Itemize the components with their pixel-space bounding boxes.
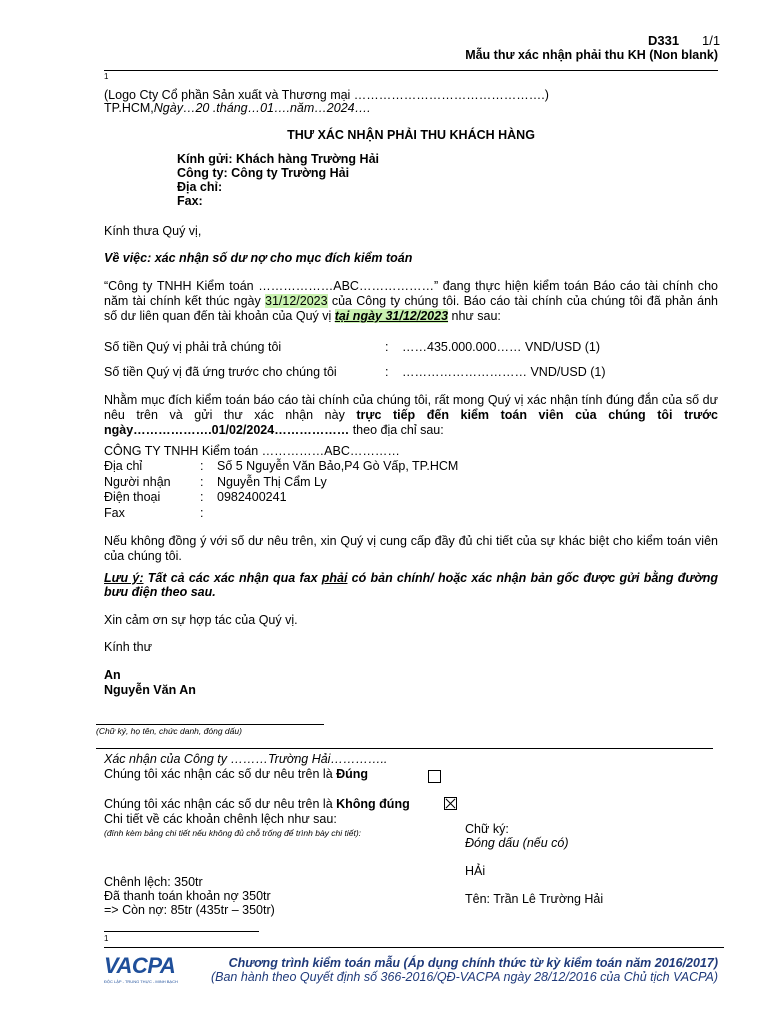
confirm-wrong-checkbox[interactable] — [444, 797, 457, 810]
company-line: (Logo Cty Cổ phần Sản xuất và Thương mại ……………………………………….) — [104, 88, 549, 102]
page-number: 1/1 — [702, 33, 721, 48]
vacpa-logo-tagline: ĐỘC LẬP - TRUNG THỰC - MINH BẠCH — [104, 979, 178, 984]
auditor-colon: : — [200, 475, 204, 489]
form-code: D331 — [648, 33, 680, 48]
auditor-value: Nguyễn Thị Cẩm Ly — [217, 475, 327, 489]
auditor-row-phone — [104, 490, 604, 505]
confirm-detail-line: Chi tiết về các khoản chênh lệch như sau: — [104, 812, 337, 826]
vacpa-logo-text: VACPA — [104, 953, 176, 978]
confirm-detail-note: (đính kèm bảng chi tiết nếu không đủ chỗ trống để trình bày chi tiết): — [104, 828, 362, 838]
footer-rule — [104, 947, 724, 948]
confirm-paid: Đã thanh toán khoản nợ 350tr — [104, 889, 271, 903]
confirm-stamp-label: Đóng dấu (nếu có) — [465, 836, 569, 850]
auditor-label: Điện thoại — [104, 490, 161, 504]
auditor-colon: : — [200, 459, 204, 473]
fax-note — [104, 571, 718, 599]
auditor-value: Số 5 Nguyễn Văn Bảo,P4 Gò Vấp, TP.HCM — [217, 459, 459, 473]
auditor-value: 0982400241 — [217, 490, 287, 504]
footnote-rule — [104, 931, 259, 932]
balance-date: tại ngày 31/12/2023 — [334, 309, 449, 323]
confirm-correct-text: Chúng tôi xác nhận các số dư nêu trên là — [104, 767, 337, 781]
auditor-row-address — [104, 459, 604, 474]
form-title: Mẫu thư xác nhận phải thu KH (Non blank) — [465, 48, 718, 62]
balance-colon: : — [385, 340, 389, 354]
balance-value: ………………………… VND/USD (1) — [402, 365, 606, 379]
balance-row-advance — [104, 365, 718, 381]
recipient-fax: Fax: — [177, 194, 203, 208]
footer-decision: (Ban hành theo Quyết định số 366-2016/QĐ-VACPA ngày 28/12/2016 của Chủ tịch VACPA) — [210, 970, 718, 984]
subject: Về việc: xác nhận số dư nợ cho mục đích kiểm toán — [104, 251, 413, 265]
confirm-correct-row — [104, 767, 368, 781]
closing: Kính thư — [104, 640, 152, 654]
auditor-label: Người nhận — [104, 475, 171, 489]
confirm-diff: Chênh lệch: 350tr — [104, 875, 203, 889]
footnote-mark-top: 1 — [104, 72, 109, 81]
paragraph-disagree: Nếu không đồng ý với số dư nêu trên, xin Quý vị cung cấp đầy đủ chi tiết của sự khác biệt cho kiểm toán viên của chúng tôi. — [104, 534, 718, 563]
balance-label: Số tiền Quý vị đã ứng trước cho chúng tôi — [104, 365, 337, 379]
note-a: Tất cả các xác nhận qua fax — [143, 571, 322, 585]
paragraph-intro — [104, 279, 718, 324]
date-city: TP.HCM, — [104, 101, 154, 115]
confirm-rule — [96, 748, 713, 749]
para1-c: như sau: — [448, 309, 501, 323]
balance-label: Số tiền Quý vị phải trả chúng tôi — [104, 340, 282, 354]
auditor-name: CÔNG TY TNHH Kiểm toán ……………ABC………… — [104, 444, 400, 458]
note-must: phải — [321, 571, 348, 585]
para2-deadline: trực tiếp đến kiểm toán viên của chúng tôi trước ngày……………….01/02/2024……………… — [104, 408, 718, 437]
note-b: có bản chính/ hoặc xác nhận bản gốc được gửi bằng đường bưu điện theo sau. — [104, 571, 719, 599]
para1-a: “Công ty TNHH Kiểm toán ………………ABC………………” đang thực hiện kiểm toán Báo cáo tài chính cho năm tài chính kết thúc ngày — [104, 279, 718, 308]
para2-c: theo địa chỉ sau: — [349, 423, 444, 437]
signature-caption: (Chữ ký, họ tên, chức danh, đóng dấu) — [96, 726, 242, 736]
paragraph-request — [104, 393, 718, 438]
auditor-label: Địa chỉ — [104, 459, 143, 473]
header-rule — [104, 70, 718, 71]
note-label: Lưu ý: — [104, 571, 144, 585]
vacpa-logo — [104, 954, 178, 988]
recipient-to: Kính gửi: Khách hàng Trường Hải — [177, 152, 379, 166]
confirm-name: Tên: Trần Lê Trường Hải — [465, 892, 604, 906]
recipient-company: Công ty: Công ty Trường Hải — [177, 166, 350, 180]
balance-row-payable — [104, 340, 718, 356]
confirm-wrong-row — [104, 797, 410, 811]
footnote-mark-bottom: 1 — [104, 934, 109, 943]
signature-rule — [96, 724, 324, 725]
signer-name: Nguyễn Văn An — [104, 683, 196, 697]
date-line — [104, 101, 371, 115]
auditor-colon: : — [200, 506, 204, 520]
confirm-title: Xác nhận của Công ty ………Trường Hải………….. — [104, 752, 388, 766]
para2-a: Nhằm mục đích kiểm toán báo cáo tài chính của chúng tôi, rất mong Quý vị xác nhận tính đúng đắn của số dư nêu trên và gửi thư xác nhận này — [104, 393, 718, 422]
balance-colon: : — [385, 365, 389, 379]
signer-signature: An — [104, 668, 121, 682]
confirm-correct-word: Đúng — [336, 767, 369, 781]
letter-title: THƯ XÁC NHẬN PHẢI THU KHÁCH HÀNG — [287, 128, 535, 142]
confirm-signature: HẢi — [465, 864, 486, 878]
footer-program: Chương trình kiểm toán mẫu (Áp dụng chính thức từ kỳ kiểm toán năm 2016/2017) — [228, 956, 718, 970]
confirm-correct-checkbox[interactable] — [428, 770, 441, 783]
confirm-wrong-word: Không đúng — [336, 797, 410, 811]
thanks: Xin cảm ơn sự hợp tác của Quý vị. — [104, 613, 298, 627]
auditor-row-recipient — [104, 475, 604, 490]
greeting: Kính thưa Quý vị, — [104, 224, 202, 238]
fiscal-year-end-date: 31/12/2023 — [265, 294, 328, 308]
para1-b: của Công ty chúng tôi. Báo cáo tài chính của chúng tôi đã phản ánh số dư liên quan đến tài khoản của Quý vị — [104, 294, 718, 323]
date-value: Ngày…20 .tháng…01….năm…2024…. — [153, 101, 371, 115]
auditor-label: Fax — [104, 506, 125, 520]
auditor-colon: : — [200, 490, 204, 504]
auditor-row-fax — [104, 506, 604, 521]
recipient-address: Địa chỉ: — [177, 180, 223, 194]
balance-value: ……435.000.000…… VND/USD (1) — [402, 340, 600, 354]
confirm-wrong-text: Chúng tôi xác nhận các số dư nêu trên là — [104, 797, 337, 811]
confirm-sig-label: Chữ ký: — [465, 822, 509, 836]
confirm-remaining: => Còn nợ: 85tr (435tr – 350tr) — [104, 903, 275, 917]
